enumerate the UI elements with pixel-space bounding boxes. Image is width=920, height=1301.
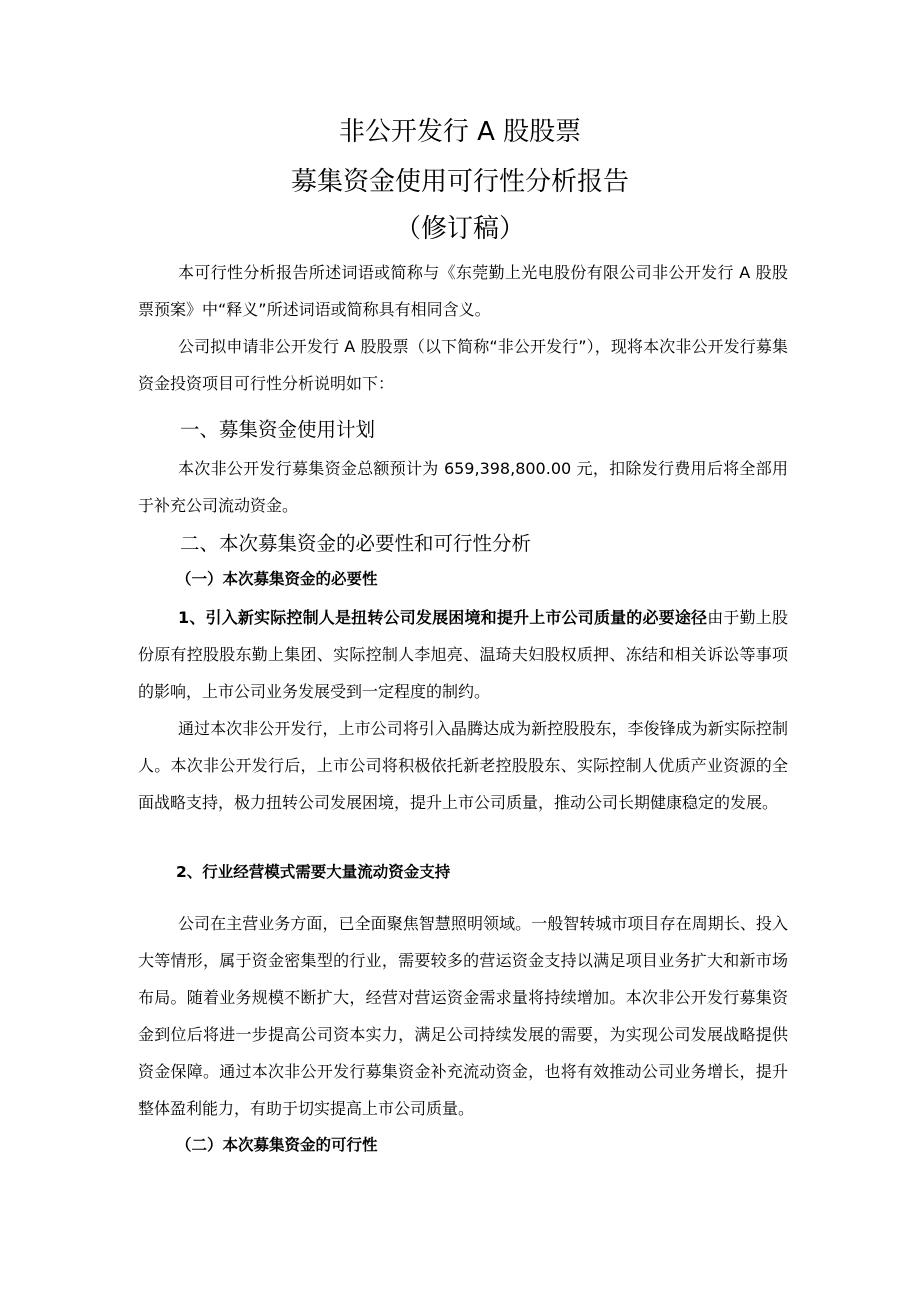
section-2-heading: 二、本次募集资金的必要性和可行性分析: [180, 532, 532, 555]
point-1-paragraph-2: 通过本次非公开发行，上市公司将引入晶腾达成为新控股股东，李俊锋成为新实际控制人。本次非公开发行后，上市公司将积极依托新老控股股东、实际控制人优质产业资源的全面战略支持，极力扭转公司发展困境，提升上市公司质量，推动公司长期健康稳定的发展。: [138, 719, 788, 812]
subsection-1-heading: （一）本次募集资金的必要性: [176, 570, 378, 588]
point-1-text: 由于勤上股份原有控股股东勤上集团、实际控制人李旭亮、温琦夫妇股权质押、冻结和相关诉讼等事项的影响，上市公司业务发展受到一定程度的制约。: [138, 608, 788, 701]
intro-paragraph-1: 本可行性分析报告所述词语或简称与《东莞勤上光电股份有限公司非公开发行 A 股股票预案》中“释义”所述词语或简称具有相同含义。: [138, 263, 788, 319]
point-1-paragraph: [138, 599, 788, 710]
point-1-lead: 1、引入新实际控制人是扭转公司发展困境和提升上市公司质量的必要途径: [178, 608, 708, 627]
point-2-paragraph: 公司在主营业务方面，已全面聚焦智慧照明领域。一般智转城市项目存在周期长、投入大等情形，属于资金密集型的行业，需要较多的营运资金支持以满足项目业务扩大和新市场布局。随着业务规模不断扩大，经营对营运资金需求量将持续增加。本次非公开发行募集资金到位后将进一步提高公司资本实力，满足公司持续发展的需要，为实现公司发展战略提供资金保障。通过本次非公开发行募集资金补充流动资金，也将有效推动公司业务增长，提升整体盈利能力，有助于切实提高上市公司质量。: [138, 914, 788, 1118]
title-line-1: 非公开发行 A 股股票: [338, 117, 582, 147]
point-2-heading: 2、行业经营模式需要大量流动资金支持: [176, 863, 451, 881]
section-1-heading: 一、募集资金使用计划: [180, 418, 376, 441]
title-line-2: 募集资金使用可行性分析报告: [290, 167, 629, 197]
title-line-3: （修订稿）: [394, 214, 525, 244]
section-1-paragraph: 本次非公开发行募集资金总额预计为 659,398,800.00 元，扣除发行费用后将全部用于补充公司流动资金。: [138, 459, 788, 515]
subsection-2-heading: （二）本次募集资金的可行性: [176, 1136, 378, 1154]
intro-paragraph-2: 公司拟申请非公开发行 A 股股票（以下简称“非公开发行”），现将本次非公开发行募集资金投资项目可行性分析说明如下：: [138, 337, 788, 393]
